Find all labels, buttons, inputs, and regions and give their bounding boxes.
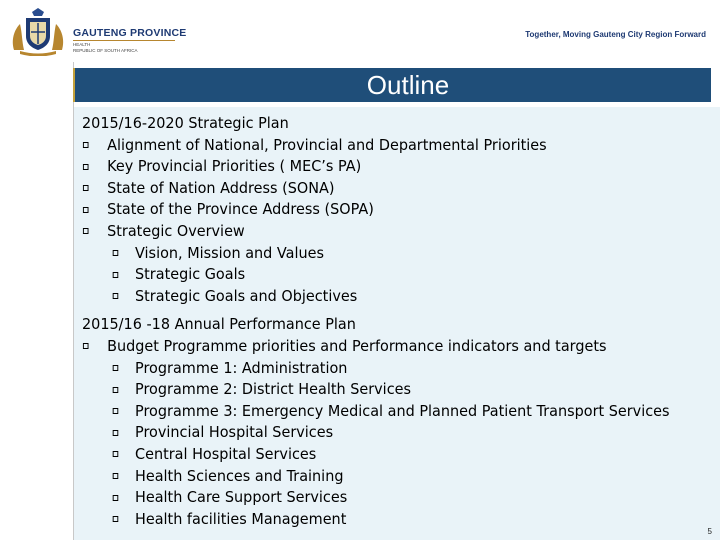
sub-list-item <box>82 487 670 509</box>
section-gap <box>82 307 714 314</box>
sub-list-item <box>82 444 670 466</box>
sub-list-item-label: Programme 2: District Health Services <box>135 380 412 399</box>
sub-list-item <box>82 509 670 531</box>
sub-list-item-label: Programme 1: Administration <box>135 358 348 377</box>
sub-list-item-label: Strategic Goals and Objectives <box>135 286 358 305</box>
sub-list-item <box>82 243 670 265</box>
sub-list-item-label: Central Hospital Services <box>135 444 317 463</box>
square-bullet-icon <box>83 185 89 191</box>
list-item-label: Budget Programme priorities and Performance indicators and targets <box>107 336 607 355</box>
brand-country: REPUBLIC OF SOUTH AFRICA <box>73 48 138 53</box>
list-item <box>82 156 670 178</box>
list-item-label: Key Provincial Priorities ( MEC’s PA) <box>107 157 362 176</box>
list-item <box>82 135 670 157</box>
sub-list-item <box>82 379 670 401</box>
square-bullet-icon <box>83 142 89 148</box>
list-item <box>82 336 670 358</box>
square-bullet-icon <box>113 451 119 457</box>
list-item-label: Alignment of National, Provincial and Departmental Priorities <box>107 135 547 154</box>
square-bullet-icon <box>83 207 89 213</box>
square-bullet-icon <box>113 495 119 501</box>
square-bullet-icon <box>113 272 119 278</box>
sub-list-item <box>82 358 670 380</box>
square-bullet-icon <box>113 408 119 414</box>
sub-list-item-label: Strategic Goals <box>135 265 246 284</box>
list-item-label: Strategic Overview <box>107 221 245 240</box>
square-bullet-icon <box>113 430 119 436</box>
outline-list <box>82 113 714 530</box>
sub-list-item-label: Programme 3: Emergency Medical and Planned Patient Transport Services <box>135 401 670 420</box>
list-item <box>82 221 670 243</box>
brand-block <box>73 27 186 54</box>
square-bullet-icon <box>83 228 89 234</box>
gauteng-coat-of-arms-logo <box>8 6 68 56</box>
square-bullet-icon <box>113 250 119 256</box>
sub-list-item <box>82 401 670 423</box>
square-bullet-icon <box>113 387 119 393</box>
sub-list-item <box>82 286 670 308</box>
sub-list-item-label: Health Care Support Services <box>135 488 348 507</box>
list-item <box>82 199 670 221</box>
square-bullet-icon <box>113 473 119 479</box>
page-number: 5 <box>707 527 712 536</box>
square-bullet-icon <box>113 365 119 371</box>
list-item <box>82 178 670 200</box>
square-bullet-icon <box>83 164 89 170</box>
section-heading-annual-performance-plan: 2015/16 -18 Annual Performance Plan <box>82 315 356 334</box>
sub-list-item-label: Vision, Mission and Values <box>135 243 325 262</box>
title-bar <box>73 68 711 102</box>
sub-list-item-label: Provincial Hospital Services <box>135 423 334 442</box>
square-bullet-icon <box>113 516 119 522</box>
tagline: Together, Moving Gauteng City Region Forward <box>525 30 706 39</box>
square-bullet-icon <box>83 343 89 349</box>
section-heading-strategic-plan: 2015/16-2020 Strategic Plan <box>82 114 289 132</box>
square-bullet-icon <box>113 293 119 299</box>
slide-title: Outline <box>366 70 450 100</box>
sub-list-item <box>82 466 670 488</box>
sub-list-item <box>82 422 670 444</box>
brand-divider <box>73 40 175 41</box>
content-panel <box>74 107 720 540</box>
brand-department: HEALTH <box>73 42 91 47</box>
brand-name: GAUTENG PROVINCE <box>73 27 187 39</box>
sub-list-item-label: Health Sciences and Training <box>135 466 344 485</box>
list-item-label: State of Nation Address (SONA) <box>107 178 335 197</box>
sub-list-item <box>82 264 670 286</box>
sub-list-item-label: Health facilities Management <box>135 509 347 528</box>
list-item-label: State of the Province Address (SOPA) <box>107 200 374 219</box>
